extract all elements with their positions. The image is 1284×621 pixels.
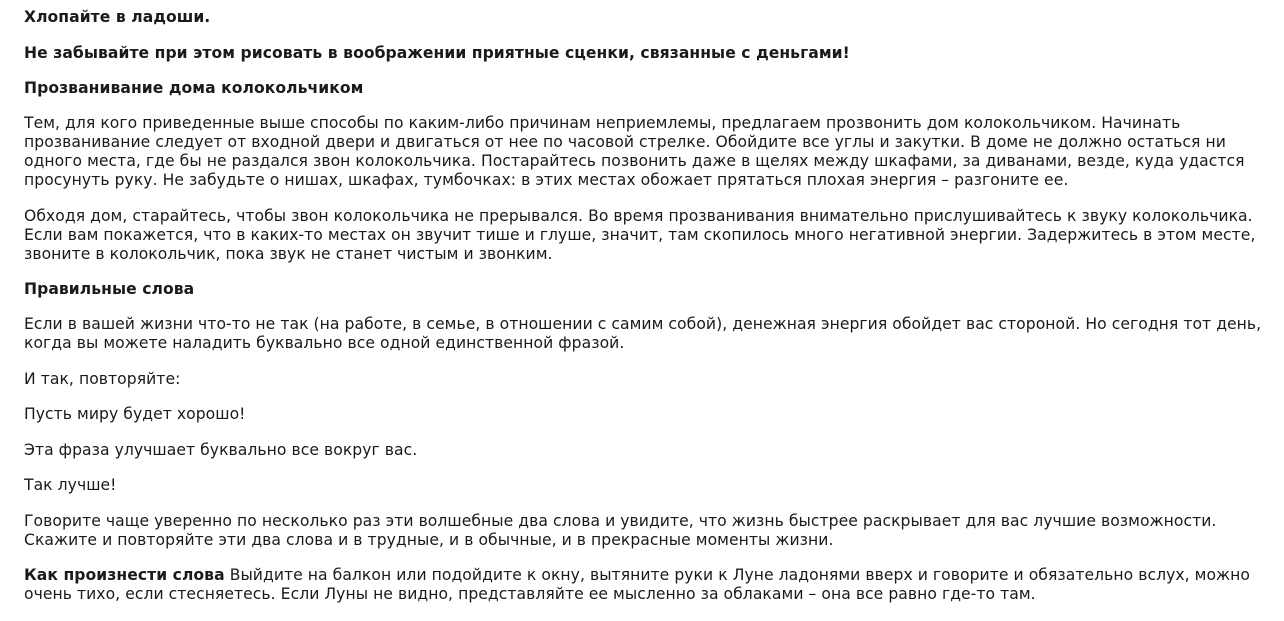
- paragraph-how-to-say-text: Выйдите на балкон или подойдите к окну, вытяните руки к Луне ладонями вверх и говорите и обязательно вслух, можно очень тихо, если стесняетесь. Если Луны не видно, представляйте ее мысленно за облаками – она все равно где-то там.: [24, 566, 1250, 603]
- inline-heading-how-to-say: Как произнести слова: [24, 566, 225, 584]
- paragraph-phrase-effect: Эта фраза улучшает буквально все вокруг вас.: [24, 440, 418, 459]
- paragraph-money-energy: Если в вашей жизни что-то не так (на работе, в семье, в отношении с самим собой), денежная энергия обойдет вас стороной. Но сегодня тот день, когда вы можете наладить буквально все одной единственной фразой.: [24, 315, 1262, 352]
- article-body: [24, 8, 1264, 621]
- paragraph-repeat: И так, повторяйте:: [24, 369, 181, 388]
- paragraph-magic-words: Говорите чаще уверенно по несколько раз эти волшебные два слова и увидите, что жизнь быстрее раскрывает для вас лучшие возможности. Скажите и повторяйте эти два слова и в трудные, и в обычные, и в прекрасные моменты жизни.: [24, 511, 1217, 549]
- heading-right-words: Правильные слова: [24, 280, 195, 298]
- paragraph-better: Так лучше!: [24, 476, 117, 494]
- heading-bell-ringing: Прозванивание дома колокольчиком: [24, 79, 364, 97]
- paragraph-imagine-money: Не забывайте при этом рисовать в воображении приятные сценки, связанные с деньгами!: [24, 43, 850, 62]
- paragraph-bell-method: Тем, для кого приведенные выше способы по каким-либо причинам неприемлемы, предлагаем прозвонить дом колокольчиком. Начинать прозванивание следует от входной двери и двигаться от нее по часовой стрелке. Обойдите все углы и закутки. В доме не должно остаться ни одного места, где бы не раздался звон колокольчика. Постарайтесь позвонить даже в щелях между шкафами, за диванами, везде, куда удастся просунуть руку. Не забудьте о нишах, шкафах, тумбочках: в этих местах обожает прятаться плохая энергия – разгоните ее.: [24, 114, 1245, 189]
- paragraph-phrase: Пусть миру будет хорошо!: [24, 405, 246, 423]
- paragraph-how-to-say: [24, 566, 1264, 604]
- paragraph-clap: Хлопайте в ладоши.: [24, 8, 211, 26]
- paragraph-bell-listening: Обходя дом, старайтесь, чтобы звон колокольчика не прерывался. Во время прозванивания внимательно прислушивайтесь к звуку колокольчика. Если вам покажется, что в каких-то местах он звучит тише и глуше, значит, там скопилось много негативной энергии. Задержитесь в этом месте, звоните в колокольчик, пока звук не станет чистым и звонким.: [24, 206, 1256, 263]
